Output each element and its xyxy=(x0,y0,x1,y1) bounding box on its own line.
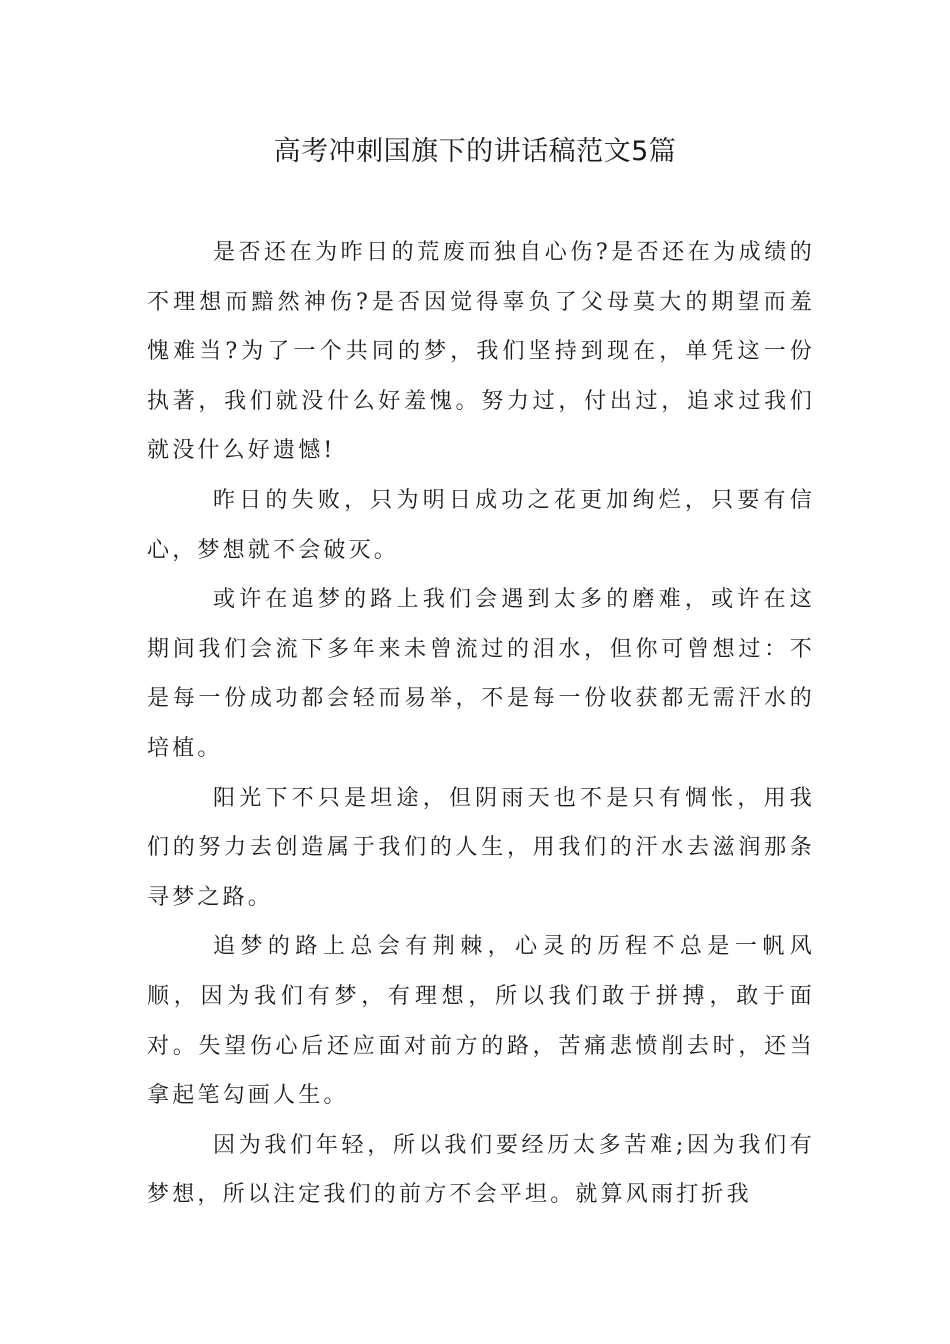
paragraph-4: 阳光下不只是坦途，但阴雨天也不是只有惆怅，用我们的努力去创造属于我们的人生，用我们的汗水去滋润那条寻梦之路。 xyxy=(147,785,815,910)
paragraph-1: 是否还在为昨日的荒废而独自心伤?是否还在为成绩的不理想而黯然神伤?是否因觉得辜负了父母莫大的期望而羞愧难当?为了一个共同的梦，我们坚持到现在，单凭这一份执著，我们就没什么好羞愧。努力过，付出过，追求过我们就没什么好遗憾! xyxy=(147,240,815,464)
paragraph-5: 追梦的路上总会有荆棘，心灵的历程不总是一帆风顺，因为我们有梦，有理想，所以我们敢于拼搏，敢于面对。失望伤心后还应面对前方的路，苦痛悲愤削去时，还当拿起笔勾画人生。 xyxy=(147,934,815,1109)
document-title: 高考冲刺国旗下的讲话稿范文5篇 xyxy=(273,136,677,167)
document-body xyxy=(147,228,815,1220)
paragraph-2: 昨日的失败，只为明日成功之花更加绚烂，只要有信心，梦想就不会破灭。 xyxy=(147,487,815,563)
paragraph-6: 因为我们年轻，所以我们要经历太多苦难;因为我们有梦想，所以注定我们的前方不会平坦。就算风雨打折我 xyxy=(147,1132,815,1208)
paragraph-3: 或许在追梦的路上我们会遇到太多的磨难，或许在这期间我们会流下多年来未曾流过的泪水，但你可曾想过：不是每一份成功都会轻而易举，不是每一份收获都无需汗水的培植。 xyxy=(147,587,815,761)
